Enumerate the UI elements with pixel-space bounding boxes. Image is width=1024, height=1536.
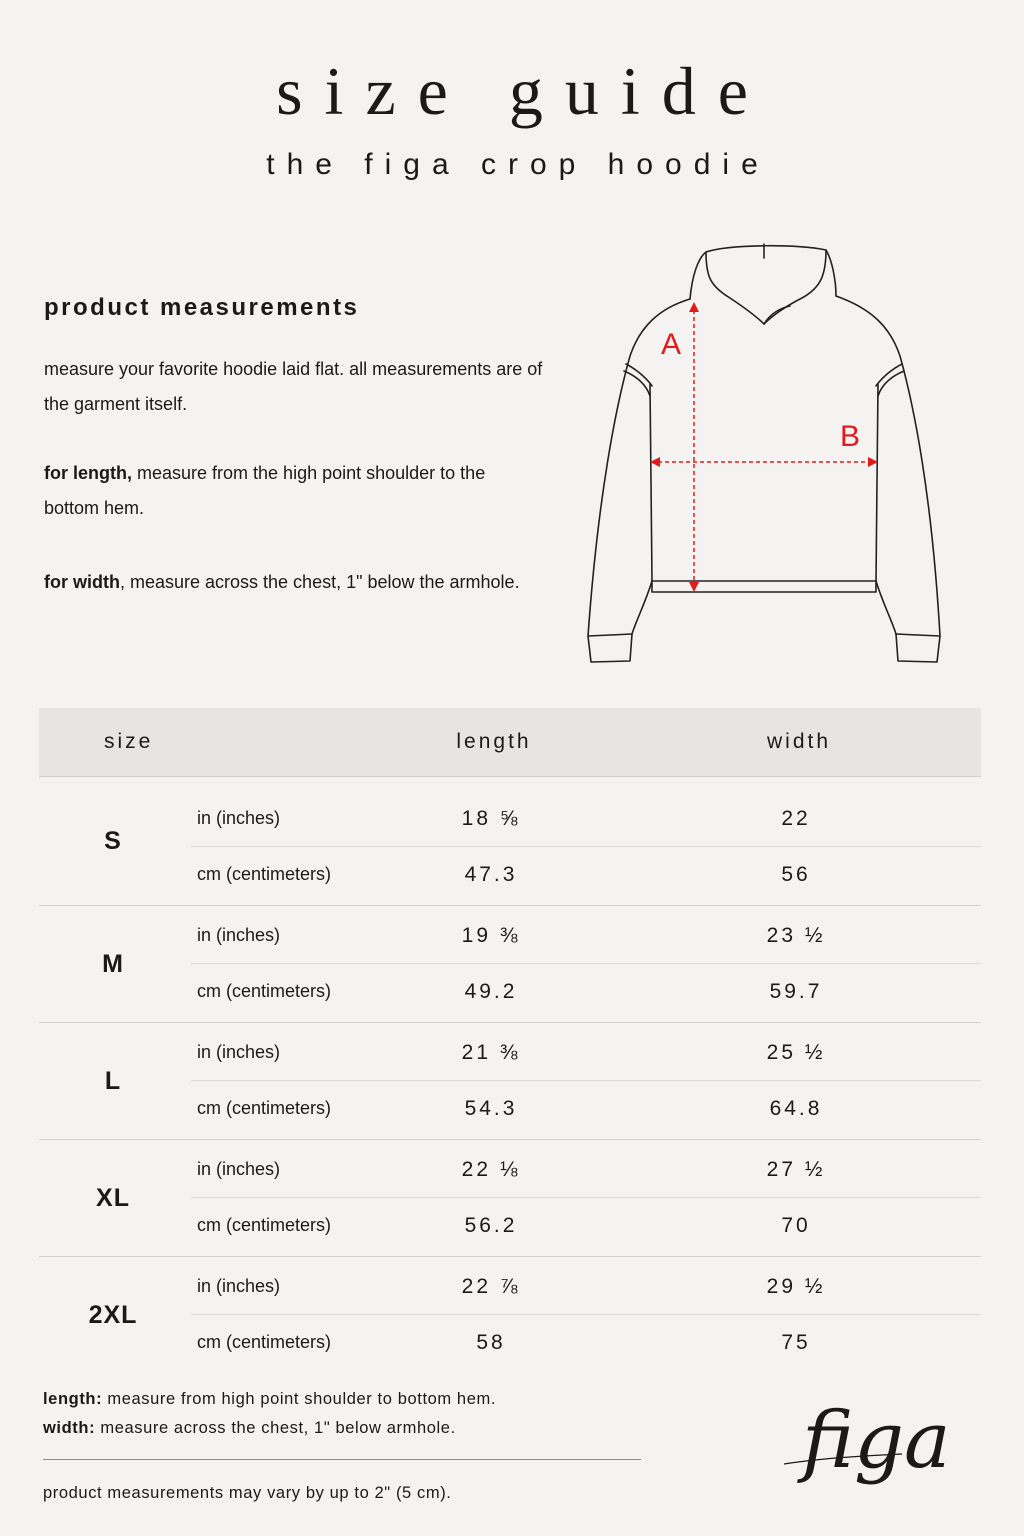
footer-length-text: measure from high point shoulder to bottom hem. — [102, 1390, 497, 1408]
width-value: 75 — [781, 1331, 811, 1354]
label-b: B — [840, 420, 861, 453]
size-table — [39, 708, 981, 1373]
length-instruction-label: for length, — [44, 463, 132, 483]
unit-label: cm (centimeters) — [197, 864, 332, 884]
size-group — [39, 906, 981, 1023]
disclaimer: product measurements may vary by up to 2" (5 cm). — [43, 1484, 452, 1502]
length-value: 54.3 — [464, 1097, 518, 1120]
size-group — [39, 1140, 981, 1257]
label-a: A — [661, 328, 682, 361]
footer-width-note — [43, 1419, 456, 1438]
width-value: 22 — [781, 807, 811, 830]
section-heading: product measurements — [44, 294, 360, 321]
unit-label: cm (centimeters) — [197, 981, 332, 1001]
width-value: 59.7 — [769, 980, 823, 1003]
length-value: 19 ⅜ — [461, 924, 521, 947]
length-value: 22 ⅞ — [461, 1275, 521, 1298]
page-title: size guide — [276, 53, 770, 129]
figa-logo — [782, 1372, 982, 1512]
hoodie-diagram — [580, 236, 950, 670]
length-value: 18 ⅝ — [461, 807, 521, 830]
table-row — [191, 1025, 981, 1081]
footer-width-text: measure across the chest, 1" below armhole. — [95, 1419, 456, 1437]
width-value: 23 ½ — [766, 924, 826, 947]
table-header — [39, 708, 981, 777]
width-value: 64.8 — [769, 1097, 823, 1120]
size-label: XL — [96, 1183, 130, 1212]
width-value: 70 — [781, 1214, 811, 1237]
footer-length-label: length: — [43, 1390, 103, 1408]
table-row — [191, 1142, 981, 1198]
length-value: 47.3 — [464, 863, 518, 886]
footer-length-note — [43, 1390, 496, 1409]
length-instruction-text: measure from the high point shoulder to the bottom hem. — [44, 463, 486, 518]
unit-label: in (inches) — [197, 1159, 281, 1179]
logo-text: figa — [802, 1396, 951, 1486]
length-value: 22 ⅛ — [461, 1158, 521, 1181]
length-value: 56.2 — [464, 1214, 518, 1237]
divider — [43, 1459, 641, 1460]
table-row — [191, 847, 981, 902]
size-label: L — [104, 1066, 122, 1095]
table-row — [191, 908, 981, 964]
table-row — [191, 791, 981, 847]
size-group — [39, 777, 981, 906]
table-row — [191, 1259, 981, 1315]
table-row — [191, 1315, 981, 1370]
width-value: 29 ½ — [766, 1275, 826, 1298]
unit-label: in (inches) — [197, 1276, 281, 1296]
unit-label: cm (centimeters) — [197, 1098, 332, 1118]
width-value: 27 ½ — [766, 1158, 826, 1181]
width-value: 56 — [781, 863, 811, 886]
length-value: 58 — [476, 1331, 506, 1354]
intro-text: measure your favorite hoodie laid flat. all measurements are of the garment itself. — [44, 359, 543, 414]
length-value: 49.2 — [464, 980, 518, 1003]
size-label: S — [104, 826, 122, 855]
unit-label: in (inches) — [197, 808, 281, 828]
width-instruction-label: for width — [44, 572, 120, 592]
size-group — [39, 1257, 981, 1373]
intro-paragraph — [44, 352, 564, 422]
page-subtitle: the figa crop hoodie — [266, 148, 770, 181]
table-row — [191, 1198, 981, 1253]
unit-label: in (inches) — [197, 1042, 281, 1062]
length-instruction — [44, 456, 524, 526]
table-row — [191, 964, 981, 1019]
size-label: 2XL — [88, 1300, 138, 1329]
header-width: width — [766, 730, 832, 753]
length-value: 21 ⅜ — [461, 1041, 521, 1064]
size-group — [39, 1023, 981, 1140]
unit-label: cm (centimeters) — [197, 1215, 332, 1235]
width-value: 25 ½ — [766, 1041, 826, 1064]
table-row — [191, 1081, 981, 1136]
size-label: M — [102, 949, 124, 978]
width-instruction — [44, 565, 604, 600]
unit-label: cm (centimeters) — [197, 1332, 332, 1352]
width-instruction-text: , measure across the chest, 1" below the armhole. — [119, 572, 520, 592]
unit-label: in (inches) — [197, 925, 281, 945]
header-length: length — [456, 730, 532, 753]
header-size: size — [104, 730, 154, 753]
footer-width-label: width: — [43, 1419, 96, 1437]
